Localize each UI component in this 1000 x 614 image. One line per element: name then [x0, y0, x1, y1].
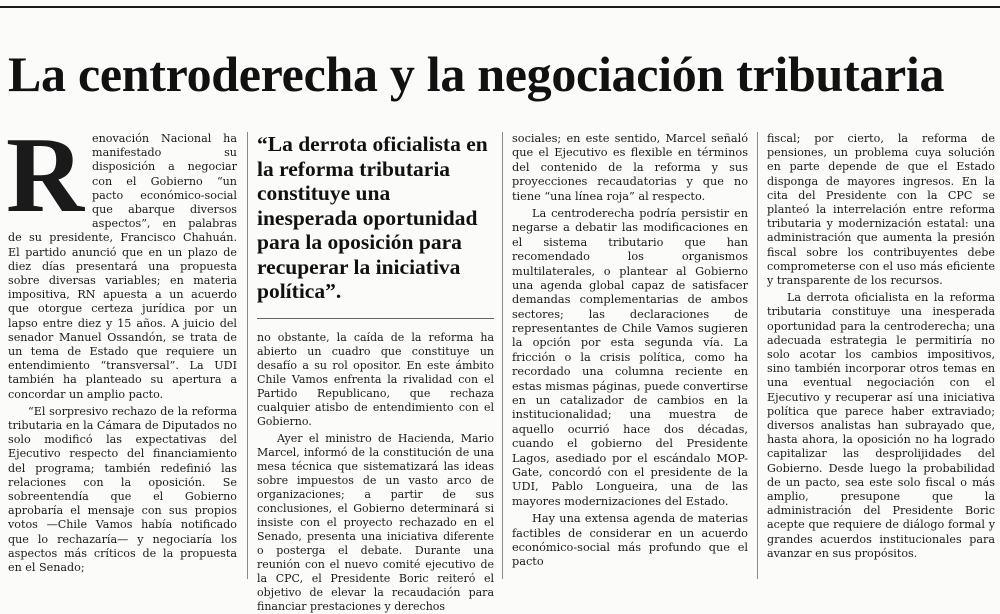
drop-cap: R	[6, 116, 84, 235]
column-divider	[502, 132, 503, 579]
column-divider	[247, 132, 248, 579]
column-divider	[757, 132, 758, 579]
paragraph: sociales; en este sentido, Marcel señaló que el Ejecutivo es flexible en términos del contenido de la reforma y sus proyecciones recaudatorias y que no tiene “una línea roja” al respecto.	[512, 132, 748, 203]
article-column-2	[257, 132, 494, 614]
paragraph: enovación Nacional ha manifestado su disposición a negociar con el Gobierno “un pacto económico-social que abarque diversos aspectos”, en palabras de su presidente, Francisco Chahuán. El partido anunció que en un plazo de diez días presentará una propuesta sobre diversas variables; en materia impositiva, RN apuesta a un acuerdo que otorgue certeza jurídica por un lapso entre diez y 15 años. A juicio del senador Manuel Ossandón, se trata de un tema de Estado que requiere un entendimiento “transversal”. La UDI también ha planteado su apertura a concordar un amplio pacto.	[8, 132, 237, 401]
top-rule	[0, 6, 1000, 8]
headline: La centroderecha y la negociación tributaria	[8, 46, 945, 102]
article-column-1	[6, 116, 237, 579]
paragraph: “El sorpresivo rechazo de la reforma tributaria en la Cámara de Diputados no solo modificó las expectativas del Ejecutivo respecto del financiamiento del programa; también redefinió las relaciones con la oposición. Se sobreentendía que el Gobierno aprobaría el mensaje con sus propios votos —Chile Vamos había notificado que lo rechazaría— y negociaría los aspectos más críticos de la propuesta en el Senado;	[8, 404, 237, 575]
paragraph: fiscal; por cierto, la reforma de pensiones, un problema cuya solución en parte depende de que el Estado disponga de mayores ingresos. En la cita del Presidente con la CPC se planteó la interrelación entre reforma tributaria y modernización estatal: una administración que aumenta la presión fiscal sobre los contribuyentes debe comprometerse con el uso más eficiente y transparente de los recursos.	[767, 132, 995, 288]
article-column-4	[767, 132, 995, 579]
paragraph: Hay una extensa agenda de materias factibles de considerar en un acuerdo económico-social más profundo que el pacto	[512, 512, 748, 569]
pull-quote-rule	[257, 318, 494, 319]
pull-quote: “La derrota oficialista en la reforma tributaria constituye una inesperada oportunidad para la oposición para recuperar la iniciativa política”.	[257, 132, 488, 303]
paragraph: La derrota oficialista en la reforma tributaria constituye una inesperada oportunidad para la centroderecha; una adecuada estrategia le permitiría no solo acotar los cambios impositivos, sino también incorporar otros temas en una eventual negociación con el Ejecutivo y recuperar así una iniciativa política que parece haber extraviado; diversos analistas han subrayado que, hasta ahora, la oposición no ha logrado capitalizar las desprolijidades del Gobierno. Desde luego la probabilidad de un pacto, sea este solo fiscal o más amplio, presupone que la administración del Presidente Boric acepte que requiere de diálogo formal y grandes acuerdos institucionales para avanzar en sus propósitos.	[767, 291, 995, 560]
paragraph: La centroderecha podría persistir en negarse a debatir las modificaciones en el sistema tributario que han recomendado los organismos multilaterales, o plantear al Gobierno una agenda global capaz de satisfacer demandas complementarias de ambos sectores; las declaraciones de representantes de Chile Vamos sugieren la opción por esta segunda vía. La fricción o la crisis política, como ha recordado una columna reciente en estas mismas páginas, puede convertirse en un catalizador de cambios en la institucionalidad; una muestra de aquello ocurrió hace dos décadas, cuando el gobierno del Presidente Lagos, asediado por el escándalo MOP-Gate, concordó con el presidente de la UDI, Pablo Longueira, una de las mayores modernizaciones del Estado.	[512, 206, 748, 508]
article-column-3	[512, 132, 748, 579]
paragraph: Ayer el ministro de Hacienda, Mario Marcel, informó de la constitución de una mesa técnica que sistematizará las ideas sobre impuestos de un vasto arco de organizaciones; a partir de sus conclusiones, el Gobierno determinará si insiste con el proyecto rechazado en el Senado, presenta una iniciativa diferente o posterga el debate. Durante una reunión con el nuevo comité ejecutivo de la CPC, el Presidente Boric reiteró el objetivo de elevar la recaudación para financiar prestaciones y derechos	[257, 431, 494, 614]
paragraph: no obstante, la caída de la reforma ha abierto un cuadro que constituye un desafío a su rol opositor. En este ámbito Chile Vamos enfrenta la rivalidad con el Partido Republicano, que rechaza cualquier atisbo de entendimiento con el Gobierno.	[257, 330, 494, 428]
